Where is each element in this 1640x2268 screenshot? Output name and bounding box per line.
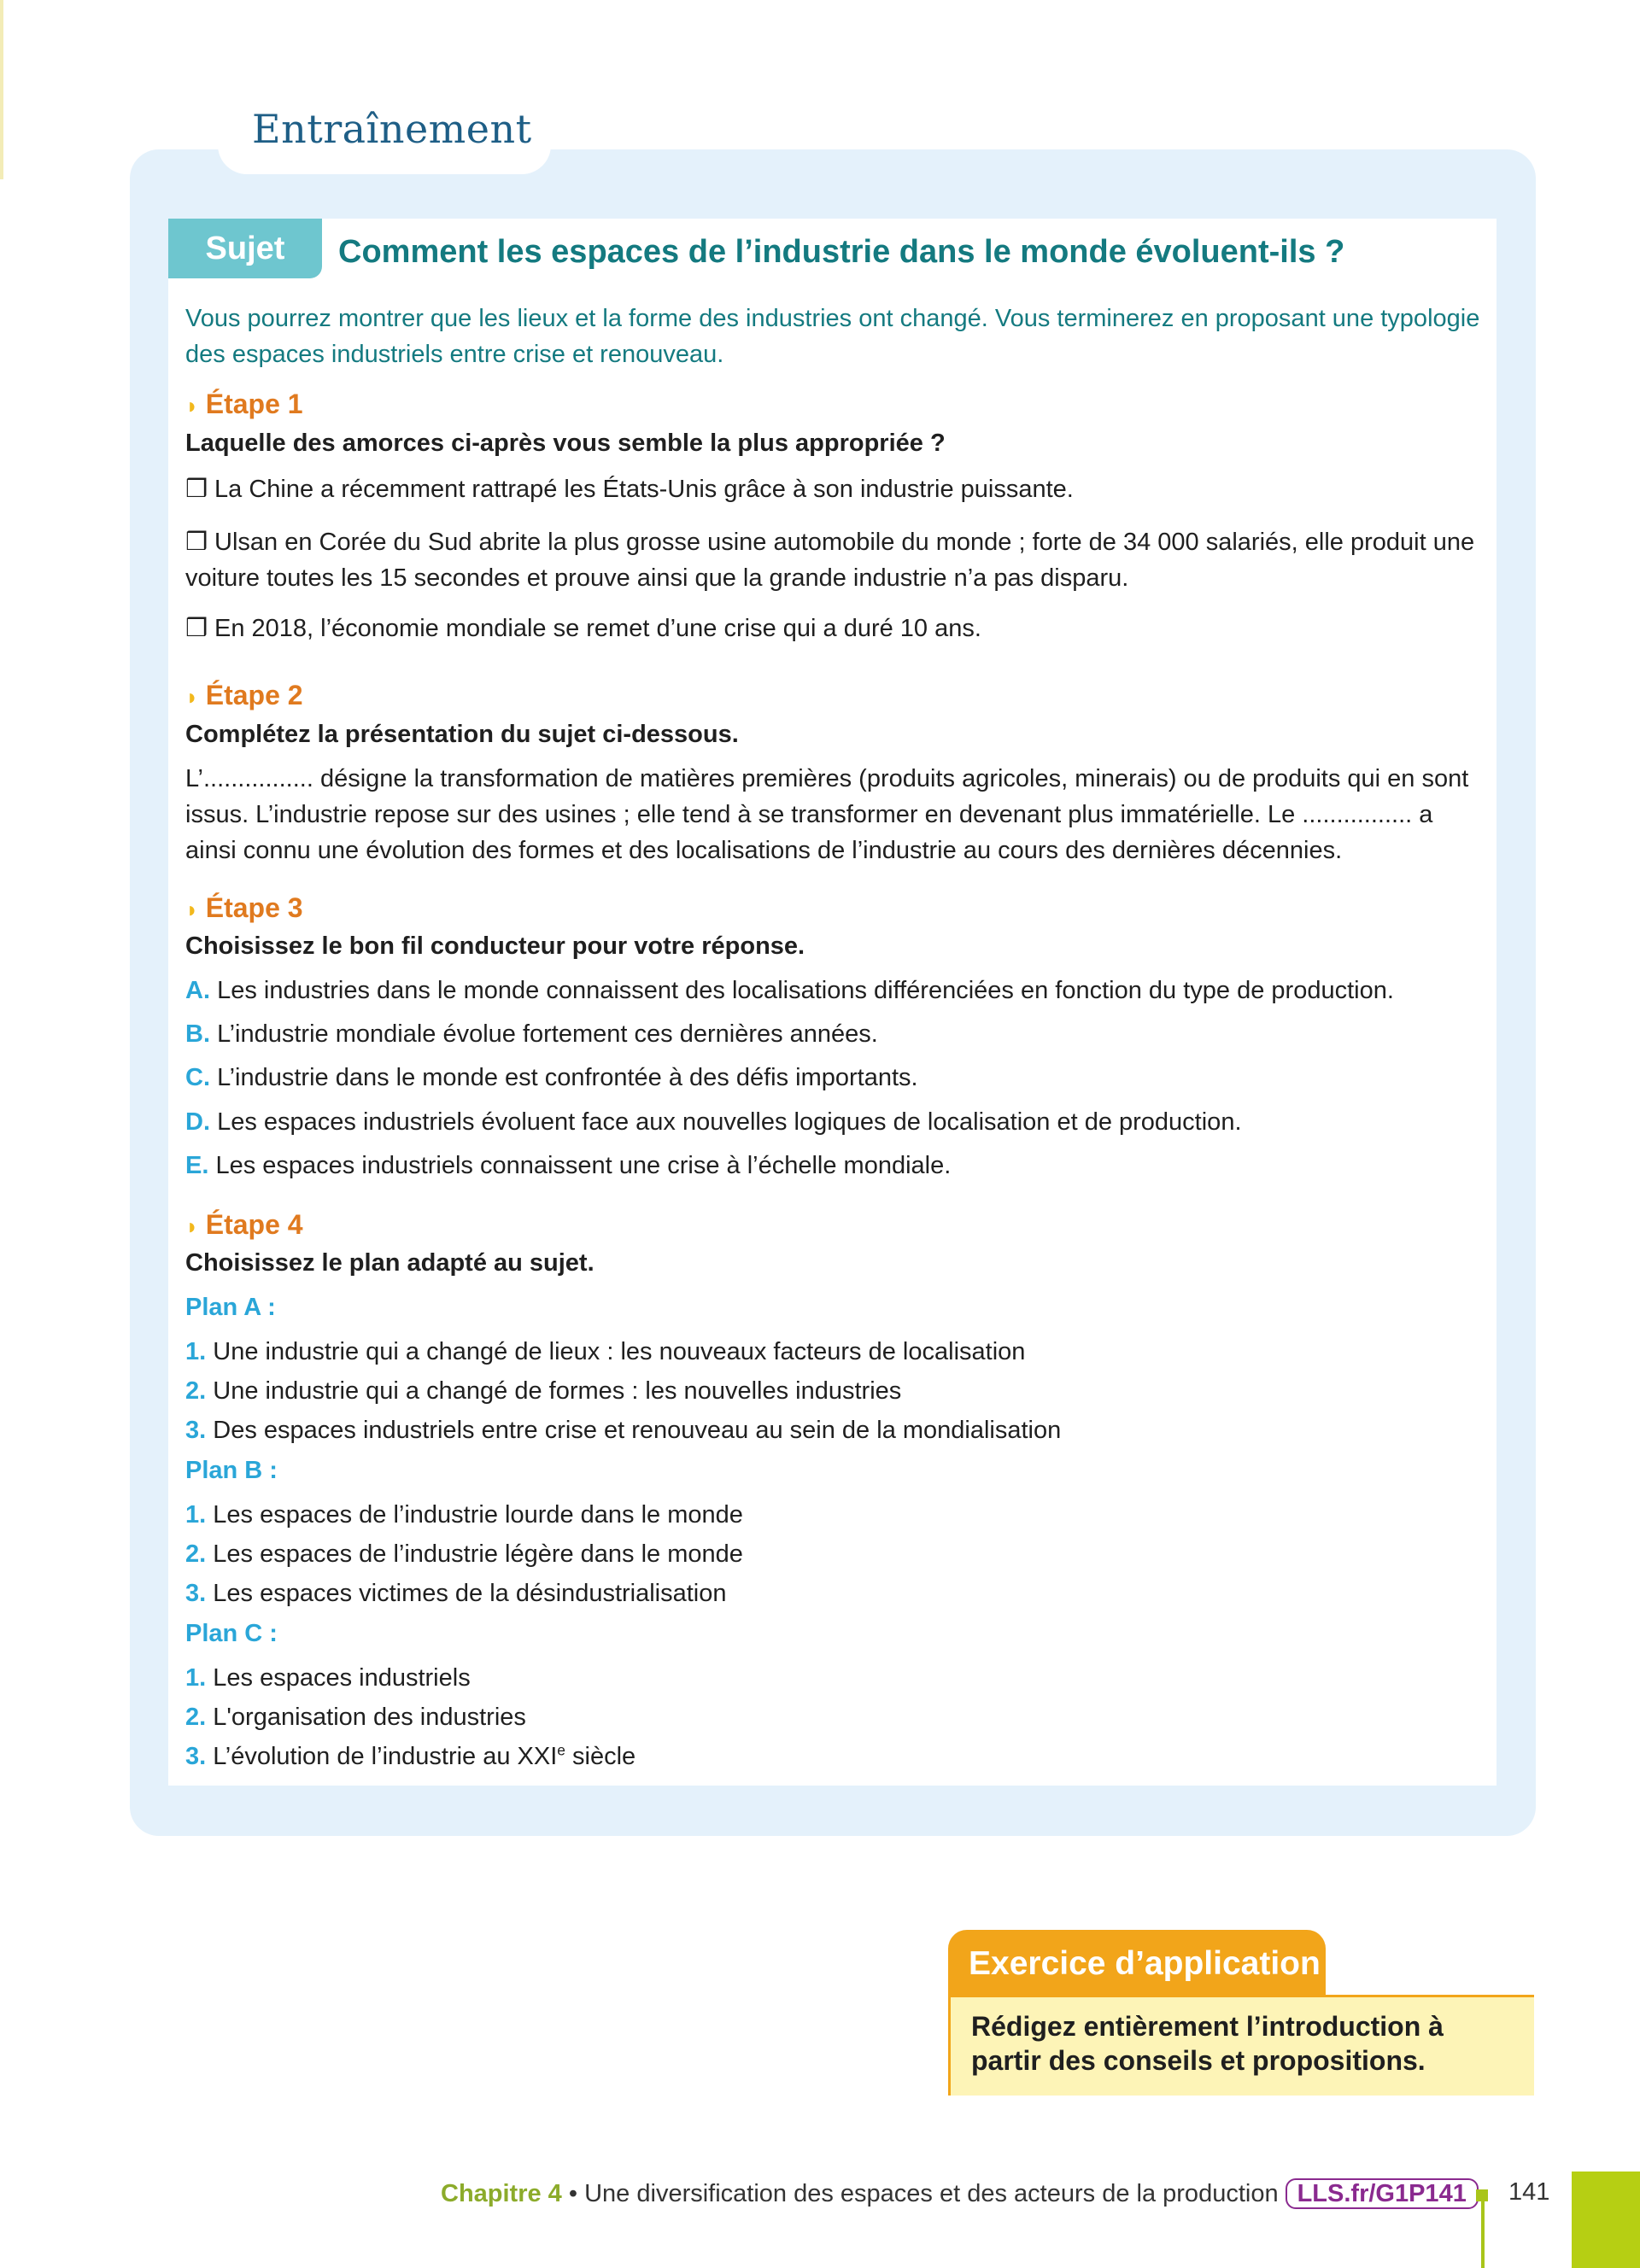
exercise-title: Exercice d’application: [948, 1930, 1326, 1998]
half-circle-icon: ◗: [185, 1213, 199, 1239]
section-title: Entraînement: [252, 106, 532, 152]
corner-tab: [1572, 2172, 1640, 2268]
half-circle-icon: ◗: [185, 393, 199, 418]
chapter-label: Chapitre 4: [441, 2180, 562, 2207]
etape-1-option: ❒ La Chine a récemment rattrapé les États-Unis grâce à son industrie puissante.: [185, 476, 1074, 503]
plan-a-item: 2. Une industrie qui a changé de formes : les nouvelles industries: [185, 1377, 902, 1405]
etape-4-title: ◗ Étape 4: [185, 1209, 303, 1240]
etape-1-title: ◗ Étape 1: [185, 389, 303, 419]
etape-1-option: ❒ Ulsan en Corée du Sud abrite la plus grosse usine automobile du monde ; forte de 34 000 salariés, elle produit une voiture toutes les 15 secondes et prouve ainsi que la grande industrie n’a pas disparu.: [185, 529, 1475, 592]
sujet-question: Comment les espaces de l’industrie dans le monde évoluent-ils ?: [338, 234, 1345, 270]
etape-2-title: ◗ Étape 2: [185, 680, 303, 710]
etape-3-option: D. Les espaces industriels évoluent face aux nouvelles logiques de localisation et de production.: [185, 1108, 1242, 1136]
etape-3-option: B. L’industrie mondiale évolue fortement ces dernières années.: [185, 1020, 878, 1048]
plan-c-item: 3. L’évolution de l’industrie au XXIe siècle: [185, 1741, 636, 1770]
plan-a-label: Plan A :: [185, 1294, 276, 1321]
plan-b-item: 2. Les espaces de l’industrie légère dans le monde: [185, 1540, 743, 1568]
resource-link[interactable]: LLS.fr/G1P141: [1286, 2178, 1479, 2209]
sujet-intro: Vous pourrez montrer que les lieux et la forme des industries ont changé. Vous terminerez en proposant une typologie des espaces industriels entre crise et renouveau.: [185, 305, 1480, 368]
sujet-badge: Sujet: [168, 219, 322, 278]
etape-3-option: A. Les industries dans le monde connaissent des localisations différenciées en fonction du type de production.: [185, 977, 1394, 1004]
plan-b-label: Plan B :: [185, 1457, 278, 1484]
plan-a-item: 1. Une industrie qui a changé de lieux : les nouveaux facteurs de localisation: [185, 1338, 1026, 1365]
page-number: 141: [1508, 2178, 1550, 2206]
plan-b-item: 3. Les espaces victimes de la désindustrialisation: [185, 1580, 727, 1607]
etape-2-text: L’................ désigne la transformation de matières premières (produits agricoles, minerais) ou de produits qui en sont issus. L’industrie repose sur des usines ; elle tend à se transformer en devenant plus immatérielle. Le ................ a ainsi connu une évolution des formes et des localisations de l’industrie au cours des dernières décennies.: [185, 765, 1469, 864]
etape-2-question: Complétez la présentation du sujet ci-dessous.: [185, 721, 739, 748]
etape-3-option: E. Les espaces industriels connaissent une crise à l’échelle mondiale.: [185, 1152, 952, 1179]
half-circle-icon: ◗: [185, 897, 199, 922]
plan-a-item: 3. Des espaces industriels entre crise et renouveau au sein de la mondialisation: [185, 1417, 1062, 1444]
plan-b-item: 1. Les espaces de l’industrie lourde dans le monde: [185, 1501, 743, 1529]
etape-3-question: Choisissez le bon fil conducteur pour votre réponse.: [185, 932, 805, 960]
exercise-text: Rédigez entièrement l’introduction à partir des conseils et propositions.: [948, 1997, 1534, 2096]
checkbox-icon: ❒: [185, 615, 208, 642]
etape-4-question: Choisissez le plan adapté au sujet.: [185, 1249, 594, 1277]
plan-c-label: Plan C :: [185, 1620, 278, 1647]
etape-1-option: ❒ En 2018, l’économie mondiale se remet d’une crise qui a duré 10 ans.: [185, 615, 981, 642]
page-edge-strip: [0, 0, 3, 179]
etape-1-question: Laquelle des amorces ci-après vous semble la plus appropriée ?: [185, 430, 946, 457]
half-circle-icon: ◗: [185, 684, 199, 710]
plan-c-item: 1. Les espaces industriels: [185, 1664, 471, 1692]
etape-3-title: ◗ Étape 3: [185, 892, 303, 923]
checkbox-icon: ❒: [185, 476, 208, 503]
chapter-description: Une diversification des espaces et des acteurs de la production: [584, 2180, 1279, 2207]
plan-c-item: 2. L'organisation des industries: [185, 1704, 526, 1731]
page-marker-line: [1481, 2199, 1485, 2268]
etape-3-option: C. L’industrie dans le monde est confrontée à des défis importants.: [185, 1064, 918, 1091]
checkbox-icon: ❒: [185, 529, 208, 556]
page-footer: Chapitre 4 • Une diversification des espaces et des acteurs de la production LLS.fr/G1P141: [441, 2178, 1479, 2209]
